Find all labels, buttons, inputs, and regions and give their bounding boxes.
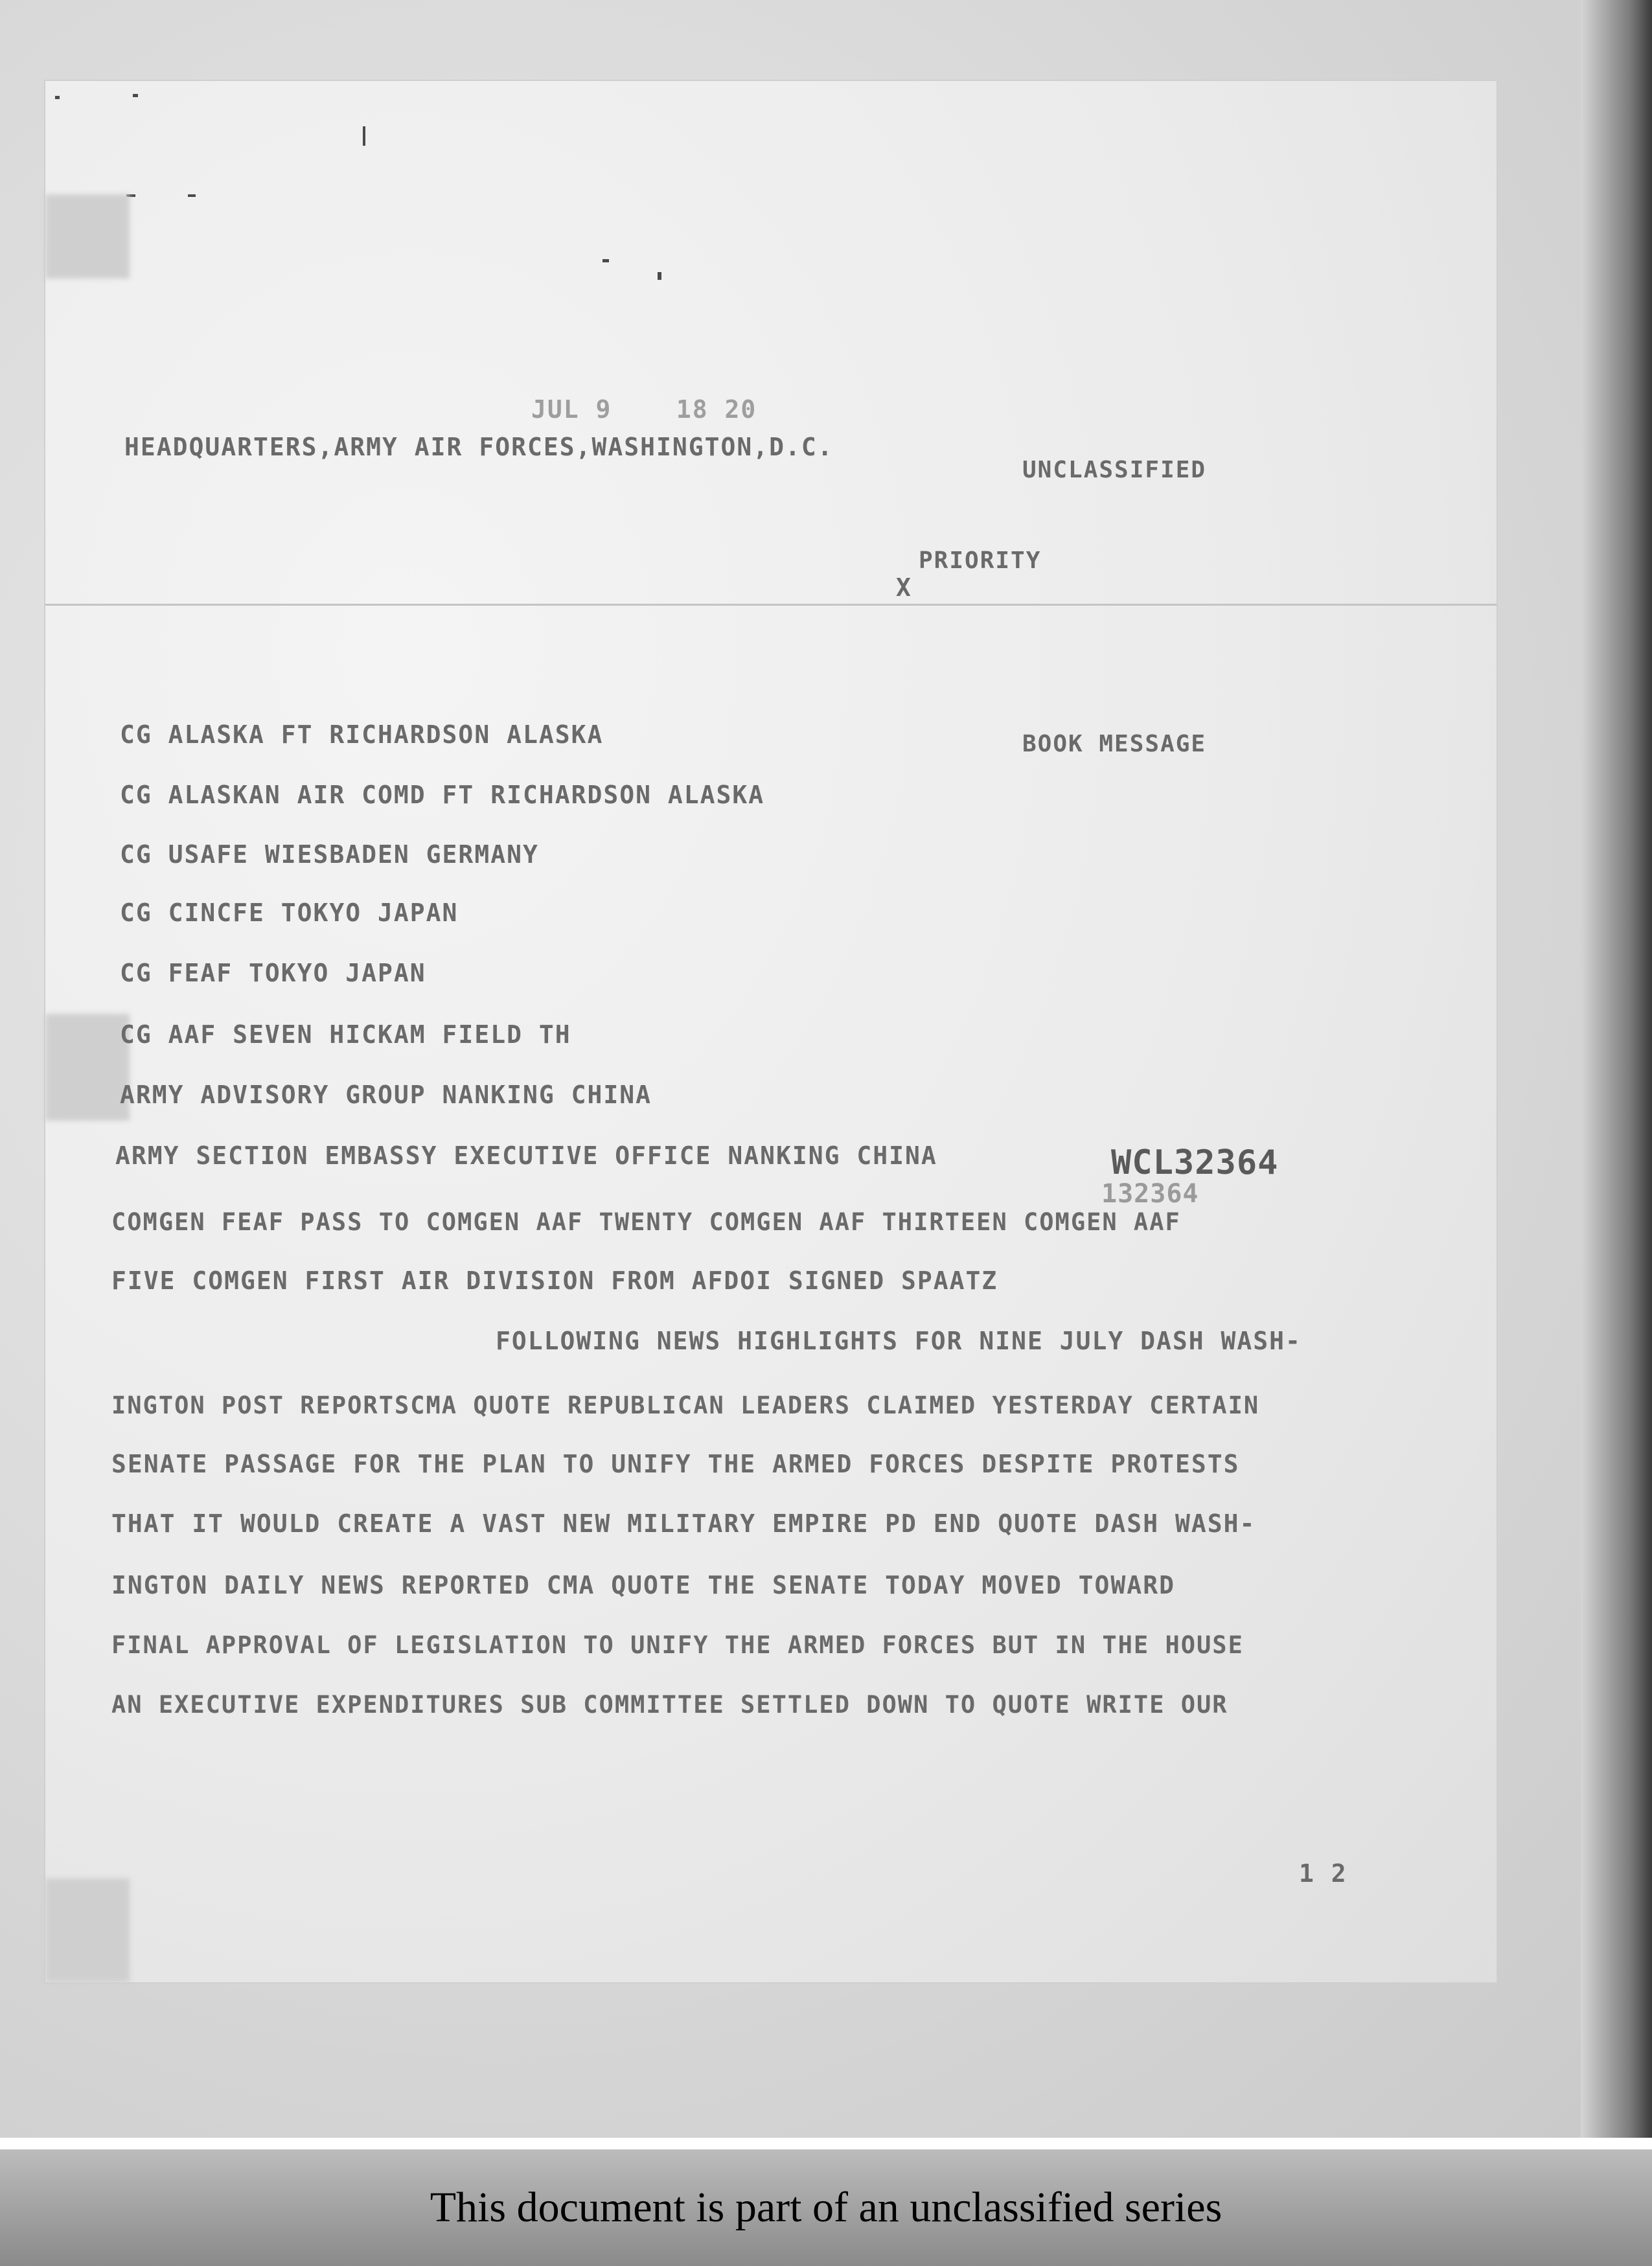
body-line: FOLLOWING NEWS HIGHLIGHTS FOR NINE JULY DASH WASH- bbox=[496, 1327, 1302, 1355]
addressee-line: CG ALASKAN AIR COMD FT RICHARDSON ALASKA bbox=[120, 781, 765, 809]
scan-speck bbox=[133, 94, 138, 97]
scan-speck bbox=[363, 126, 365, 146]
paper-fold-line bbox=[45, 604, 1497, 606]
body-line: FINAL APPROVAL OF LEGISLATION TO UNIFY THE ARMED FORCES BUT IN THE HOUSE bbox=[111, 1631, 1244, 1659]
addressee-line: ARMY SECTION EMBASSY EXECUTIVE OFFICE NANKING CHINA bbox=[115, 1141, 937, 1170]
addressee-line: FIVE COMGEN FIRST AIR DIVISION FROM AFDOI SIGNED SPAATZ bbox=[111, 1266, 998, 1295]
body-line: INGTON DAILY NEWS REPORTED CMA QUOTE THE SENATE TODAY MOVED TOWARD bbox=[111, 1571, 1175, 1599]
addressee-line: CG FEAF TOKYO JAPAN bbox=[120, 959, 426, 987]
scan-speck bbox=[602, 259, 609, 262]
message-type-label: BOOK MESSAGE bbox=[1022, 731, 1207, 757]
precedence-label: PRIORITY bbox=[919, 547, 1042, 574]
addressee-line: CG CINCFE TOKYO JAPAN bbox=[120, 898, 459, 927]
addressee-line: COMGEN FEAF PASS TO COMGEN AAF TWENTY COMGEN AAF THIRTEEN COMGEN AAF bbox=[111, 1208, 1181, 1236]
redacted-margin-patch bbox=[45, 194, 130, 279]
scan-speck bbox=[658, 272, 661, 280]
series-caption: This document is part of an unclassified series bbox=[430, 2184, 1222, 2231]
precedence-check-mark: X bbox=[896, 573, 912, 602]
message-number-stamp: WCL32364 bbox=[1111, 1143, 1279, 1182]
body-line: AN EXECUTIVE EXPENDITURES SUB COMMITTEE SETTLED DOWN TO QUOTE WRITE OUR bbox=[111, 1691, 1228, 1719]
scan-right-edge bbox=[1581, 0, 1652, 2138]
redacted-margin-patch bbox=[45, 1014, 130, 1121]
scan-speck bbox=[188, 194, 196, 197]
addressee-line: ARMY ADVISORY GROUP NANKING CHINA bbox=[120, 1081, 652, 1109]
message-number-copy: 132364 bbox=[1101, 1179, 1199, 1209]
body-line: THAT IT WOULD CREATE A VAST NEW MILITARY EMPIRE PD END QUOTE DASH WASH- bbox=[111, 1509, 1256, 1538]
addressee-line: CG AAF SEVEN HICKAM FIELD TH bbox=[120, 1020, 571, 1049]
redacted-margin-patch bbox=[45, 1879, 130, 1982]
page-marker: 1 2 bbox=[1299, 1859, 1348, 1888]
addressee-line: CG ALASKA FT RICHARDSON ALASKA bbox=[120, 720, 604, 749]
body-line: SENATE PASSAGE FOR THE PLAN TO UNIFY THE ARMED FORCES DESPITE PROTESTS bbox=[111, 1450, 1240, 1478]
addressee-line: CG USAFE WIESBADEN GERMANY bbox=[120, 840, 539, 869]
date-time-stamp: JUL 9 18 20 bbox=[531, 395, 757, 424]
scan-speck bbox=[55, 96, 60, 99]
classification-label: UNCLASSIFIED bbox=[1022, 457, 1207, 483]
originating-headquarters: HEADQUARTERS,ARMY AIR FORCES,WASHINGTON,D.C. bbox=[124, 433, 834, 461]
body-line: INGTON POST REPORTSCMA QUOTE REPUBLICAN LEADERS CLAIMED YESTERDAY CERTAIN bbox=[111, 1391, 1260, 1419]
